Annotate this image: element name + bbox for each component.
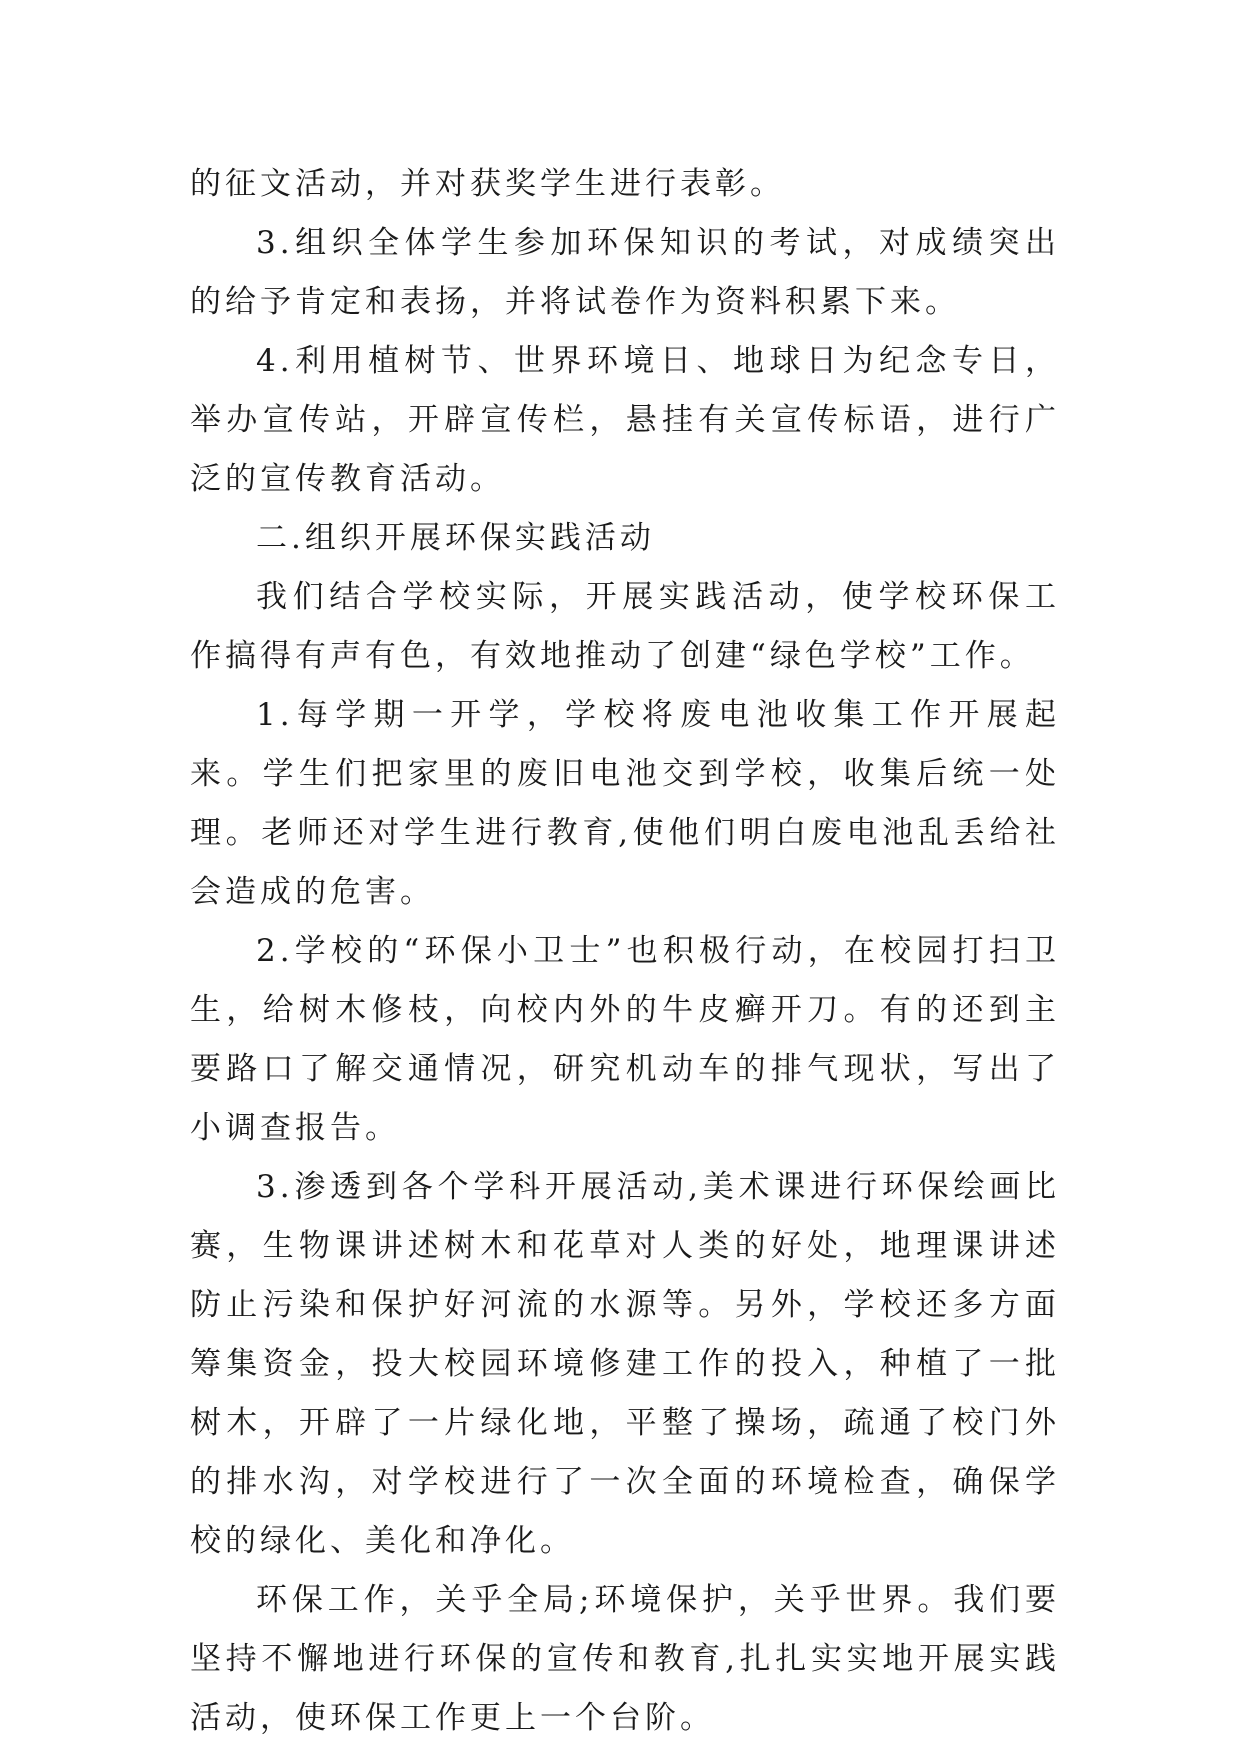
- paragraph-item-3-exam: 3.组织全体学生参加环保知识的考试，对成绩突出的给予肯定和表扬，并将试卷作为资料积累下来。: [190, 225, 1060, 320]
- document-body: [190, 155, 1060, 1748]
- paragraph-conclusion: 环保工作，关乎全局;环境保护，关乎世界。我们要坚持不懈地进行环保的宣传和教育,扎扎实实地开展实践活动，使环保工作更上一个台阶。: [190, 1582, 1060, 1736]
- paragraph-item-2-guardians: 2.学校的“环保小卫士”也积极行动，在校园打扫卫生，给树木修枝，向校内外的牛皮癣开刀。有的还到主要路口了解交通情况，研究机动车的排气现状，写出了小调查报告。: [190, 933, 1060, 1146]
- paragraph-practice-intro: 我们结合学校实际，开展实践活动，使学校环保工作搞得有声有色，有效地推动了创建“绿色学校”工作。: [190, 579, 1060, 674]
- paragraph-essay-commendation: 的征文活动，并对获奖学生进行表彰。: [190, 166, 785, 202]
- paragraph-item-1-batteries: 1.每学期一开学，学校将废电池收集工作开展起来。学生们把家里的废旧电池交到学校，收集后统一处理。老师还对学生进行教育,使他们明白废电池乱丢给社会造成的危害。: [190, 697, 1060, 910]
- paragraph-item-3-subjects: 3.渗透到各个学科开展活动,美术课进行环保绘画比赛，生物课讲述树木和花草对人类的好处，地理课讲述防止污染和保护好河流的水源等。另外，学校还多方面筹集资金，投大校园环境修建工作的投入，种植了一批树木，开辟了一片绿化地，平整了操场，疏通了校门外的排水沟，对学校进行了一次全面的环境检查，确保学校的绿化、美化和净化。: [190, 1169, 1060, 1559]
- section-heading-practice: 二.组织开展环保实践活动: [256, 520, 655, 556]
- paragraph-item-4-publicity: 4.利用植树节、世界环境日、地球日为纪念专日，举办宣传站，开辟宣传栏，悬挂有关宣传标语，进行广泛的宣传教育活动。: [190, 343, 1060, 497]
